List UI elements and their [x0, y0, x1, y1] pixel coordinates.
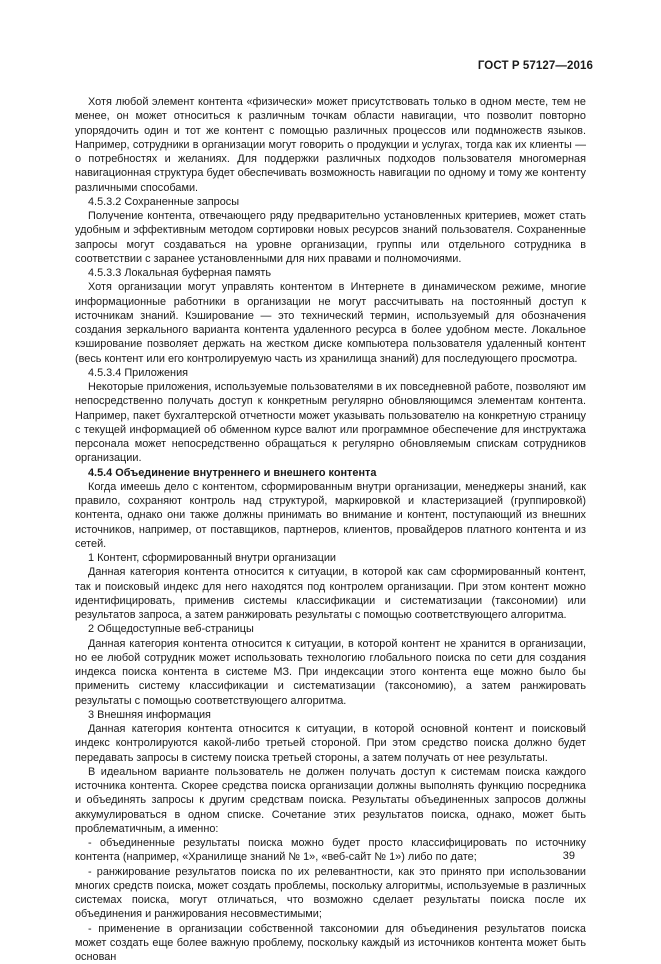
- paragraph: Некоторые приложения, используемые пользователями в их повседневной работе, позволяют им непосредственно получать доступ к конкретным регулярно обновляющимся элементам контента. Например, пакет бухгалтерской отчетности может указывать пользователю на конкретную страницу с текущей информацией об обменном курсе валют или программное обеспечение для инструктажа персонала может непосредственно обращаться к регулярно обновляемым спискам сотрудников организации.: [75, 380, 586, 466]
- paragraph: - объединенные результаты поиска можно будет просто классифицировать по источнику контента (например, «Хранилище знаний № 1», «веб-сайт № 1») либо по дате;: [75, 836, 586, 865]
- document-id: ГОСТ Р 57127—2016: [478, 60, 593, 72]
- paragraph: 3 Внешняя информация: [75, 708, 586, 722]
- section-heading: 4.5.4 Объединение внутреннего и внешнего контента: [75, 466, 586, 480]
- paragraph: В идеальном варианте пользователь не должен получать доступ к системам поиска каждого источника контента. Скорее средства поиска организации должны выполнять функцию посредника и объединять запросы к другим средствам поиска. Результаты объединенных запросов должны аккумулироваться в одном списке. Сочетание этих результатов поиска, однако, может быть проблематичным, а именно:: [75, 765, 586, 836]
- paragraph: 1 Контент, сформированный внутри организации: [75, 551, 586, 565]
- paragraph: Получение контента, отвечающего ряду предварительно установленных критериев, может стать удобным и эффективным методом сортировки новых ресурсов знаний пользователя. Сохраненные запросы могут создаваться на уровне организации, группы или отдельного сотрудника в соответствии с заранее установленными для них правами и полномочиями.: [75, 209, 586, 266]
- paragraph: - применение в организации собственной таксономии для объединения результатов поиска может создать еще более важную проблему, поскольку каждый из источников контента может быть основан: [75, 922, 586, 964]
- paragraph: Данная категория контента относится к ситуации, в которой основной контент и поисковый индекс контролируются какой-либо третьей стороной. При этом средство поиска должно будет передавать запросы в систему поиска третьей стороны, а затем получать от нее результаты.: [75, 722, 586, 765]
- document-body: [75, 95, 586, 964]
- paragraph: Хотя любой элемент контента «физически» может присутствовать только в одном месте, тем не менее, он может относиться к различным точкам области навигации, что позволит повторно упорядочить один и тот же контент с помощью различных процессов или подмножеств языков. Например, сотрудники в организации могут говорить о продукции и услугах, тогда как их клиенты — о потребностях и желаниях. Для поддержки различных подходов пользователя многомерная навигационная структура будет обеспечивать возможность навигации по одному и тому же контенту различными способами.: [75, 95, 586, 195]
- paragraph: 4.5.3.4 Приложения: [75, 366, 586, 380]
- paragraph: Данная категория контента относится к ситуации, в которой контент не хранится в организации, но ее любой сотрудник может использовать технологию глобального поиска по сети для создания индекса поиска контента в системе МЗ. При индексации этого контента еще можно было бы применить систему классификации и систематизации (таксономию), а затем ранжировать результаты с помощью соответствующего алгоритма.: [75, 637, 586, 708]
- paragraph: 4.5.3.3 Локальная буферная память: [75, 266, 586, 280]
- page-number: 39: [563, 850, 575, 862]
- paragraph: 4.5.3.2 Сохраненные запросы: [75, 195, 586, 209]
- paragraph: Когда имеешь дело с контентом, сформированным внутри организации, менеджеры знаний, как правило, сохраняют контроль над структурой, маркировкой и кластеризацией (группировкой) контента, однако они также должны принимать во внимание и контент, поступающий из внешних источников, например, от поставщиков, партнеров, клиентов, провайдеров платного контента и из сетей.: [75, 480, 586, 551]
- paragraph: 2 Общедоступные веб-страницы: [75, 622, 586, 636]
- paragraph: - ранжирование результатов поиска по их релевантности, как это принято при использовании многих средств поиска, может создать проблемы, поскольку алгоритмы, используемые в различных системах поиска, могут отличаться, что возможно сделает результаты поиска после их объединения и ранжирования несовместимыми;: [75, 865, 586, 922]
- paragraph: Хотя организации могут управлять контентом в Интернете в динамическом режиме, многие информационные работники в организации не могут рассчитывать на постоянный доступ к источникам знаний. Кэширование — это технический термин, используемый для обозначения создания зеркального варианта контента удаленного ресурса в более удобном месте. Локальное кэширование позволяет держать на жестком диске компьютера пользователя удаленный контент (весь контент или его контролируемую часть из хранилища знаний) для последующего просмотра.: [75, 280, 586, 366]
- paragraph: Данная категория контента относится к ситуации, в которой как сам сформированный контент, так и поисковый индекс для него находятся под контролем организации. При этом контент можно идентифицировать, применив системы классификации и систематизации (таксономии) или результатов запроса, а затем ранжировать результаты с помощью соответствующего алгоритма.: [75, 565, 586, 622]
